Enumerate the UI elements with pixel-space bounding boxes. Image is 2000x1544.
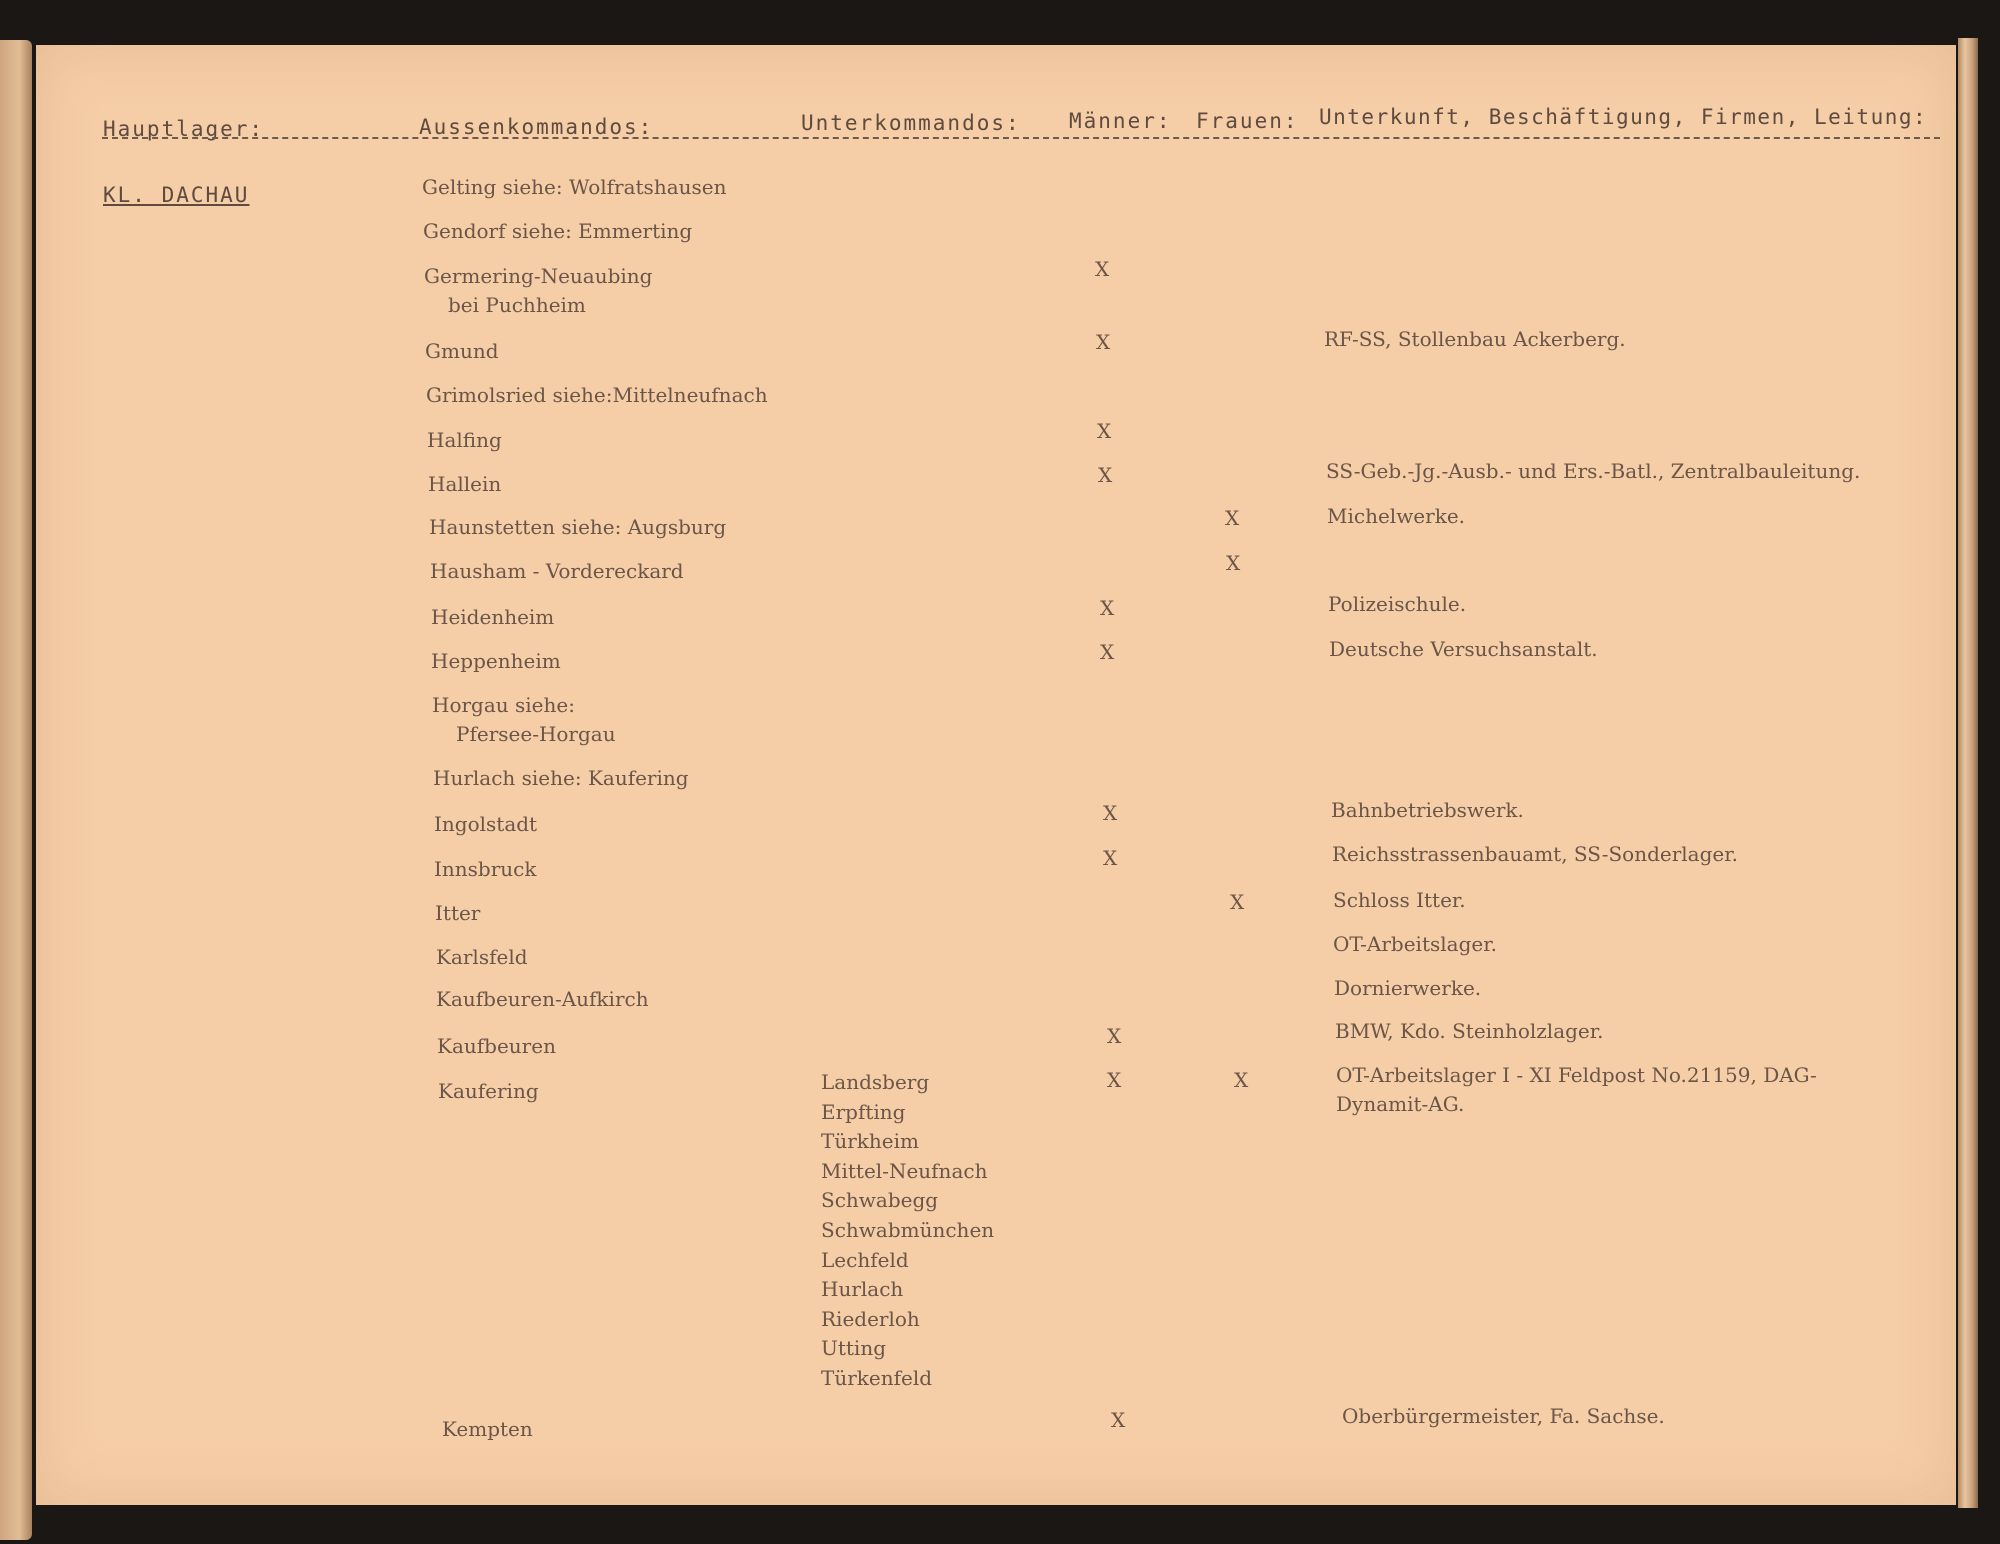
list-item-aussenkommando: Kaufbeuren: [437, 1034, 556, 1058]
list-item-aussenkommando: Ingolstadt: [434, 812, 538, 836]
list-item-unterkommando: Türkheim: [821, 1129, 919, 1154]
header-unterkommandos: Unterkommandos:: [801, 111, 1021, 135]
page-stack-edge: [1958, 38, 1978, 1508]
list-item-unterkommando: Landsberg: [821, 1070, 930, 1094]
list-item-unterkommando: Lechfeld: [821, 1247, 909, 1272]
unterkunft-note: OT-Arbeitslager I - XI Feldpost No.21159, DAG- Dynamit-AG.: [1336, 1063, 1817, 1116]
list-item-aussenkommando: Gendorf siehe: Emmerting: [423, 219, 693, 243]
maenner-mark: X: [1098, 463, 1113, 487]
unterkunft-note: BMW, Kdo. Steinholzlager.: [1335, 1019, 1604, 1043]
maenner-mark: X: [1103, 801, 1118, 825]
header-unterkunft: Unterkunft, Beschäftigung, Firmen, Leitung:: [1319, 105, 1928, 129]
list-item-unterkommando: Riederloh: [821, 1306, 920, 1331]
list-item-aussenkommando: Grimolsried siehe:Mittelneufnach: [426, 383, 768, 407]
maenner-mark: X: [1107, 1068, 1122, 1092]
header-hauptlager: Hauptlager:: [103, 117, 265, 141]
list-item-aussenkommando: Kaufering: [438, 1079, 539, 1103]
unterkunft-note: Schloss Itter.: [1333, 888, 1466, 912]
frauen-mark: X: [1230, 890, 1245, 914]
list-item-unterkommando: Mittel-Neufnach: [821, 1158, 988, 1183]
header-frauen: Frauen:: [1196, 109, 1299, 133]
list-item-aussenkommando: Gelting siehe: Wolfratshausen: [422, 175, 727, 199]
maenner-mark: X: [1111, 1408, 1126, 1432]
list-item-unterkommando: Erpfting: [821, 1099, 906, 1124]
list-item-aussenkommando: Haunstetten siehe: Augsburg: [429, 515, 727, 539]
list-item-unterkommando: Schwabmünchen: [821, 1217, 995, 1242]
frauen-mark: X: [1226, 551, 1241, 575]
list-item-aussenkommando: Innsbruck: [434, 857, 537, 881]
list-item-aussenkommando: Hallein: [428, 472, 502, 496]
unterkunft-note: Deutsche Versuchsanstalt.: [1329, 637, 1598, 661]
maenner-mark: X: [1100, 596, 1115, 620]
maenner-mark: X: [1097, 419, 1112, 443]
list-item-unterkommando: Türkenfeld: [821, 1365, 933, 1390]
list-item-aussenkommando: Kaufbeuren-Aufkirch: [436, 987, 649, 1011]
unterkunft-note: Polizeischule.: [1328, 592, 1467, 616]
list-item-aussenkommando: Kempten: [442, 1417, 533, 1441]
list-item-aussenkommando: Halfing: [427, 428, 502, 452]
maenner-mark: X: [1107, 1024, 1122, 1048]
unterkunft-note: Reichsstrassenbauamt, SS-Sonderlager.: [1332, 842, 1738, 866]
kaufering-unterkommandos-list: [821, 1068, 994, 1394]
list-item-unterkommando: Hurlach: [821, 1277, 904, 1302]
list-item-aussenkommando: Heidenheim: [431, 605, 555, 629]
list-item-unterkommando: Schwabegg: [821, 1188, 939, 1213]
previous-page-edge: [0, 40, 32, 1540]
list-item-unterkommando: Utting: [821, 1336, 887, 1361]
ledger-page: [36, 45, 1956, 1505]
list-item-aussenkommando: Heppenheim: [431, 649, 561, 673]
list-item-aussenkommando: Hurlach siehe: Kaufering: [433, 766, 689, 790]
unterkunft-note: OT-Arbeitslager.: [1333, 932, 1497, 956]
maenner-mark: X: [1096, 330, 1111, 354]
unterkunft-note: Michelwerke.: [1327, 504, 1466, 528]
list-item-aussenkommando: Horgau siehe: Pfersee-Horgau: [432, 693, 616, 746]
maenner-mark: X: [1103, 846, 1118, 870]
maenner-mark: X: [1100, 640, 1115, 664]
list-item-aussenkommando: Gmund: [425, 339, 499, 363]
unterkunft-note: SS-Geb.-Jg.-Ausb.- und Ers.-Batl., Zentralbauleitung.: [1326, 459, 1861, 483]
header-maenner: Männer:: [1069, 109, 1172, 133]
list-item-aussenkommando: Germering-Neuaubing bei Puchheim: [424, 264, 653, 317]
unterkunft-note: Dornierwerke.: [1334, 976, 1482, 1000]
maenner-mark: X: [1095, 257, 1110, 281]
frauen-mark: X: [1234, 1068, 1249, 1092]
header-aussenkommandos: Aussenkommandos:: [419, 115, 654, 139]
header-rule: [102, 137, 1940, 139]
unterkunft-note: Bahnbetriebswerk.: [1331, 798, 1524, 822]
frauen-mark: X: [1225, 506, 1240, 530]
list-item-aussenkommando: Karlsfeld: [436, 945, 528, 969]
main-camp-name: KL. DACHAU: [103, 183, 250, 207]
unterkunft-note: RF-SS, Stollenbau Ackerberg.: [1324, 327, 1626, 351]
list-item-aussenkommando: Hausham - Vordereckard: [430, 559, 684, 583]
list-item-aussenkommando: Itter: [435, 901, 481, 925]
unterkunft-note: Oberbürgermeister, Fa. Sachse.: [1342, 1404, 1665, 1428]
